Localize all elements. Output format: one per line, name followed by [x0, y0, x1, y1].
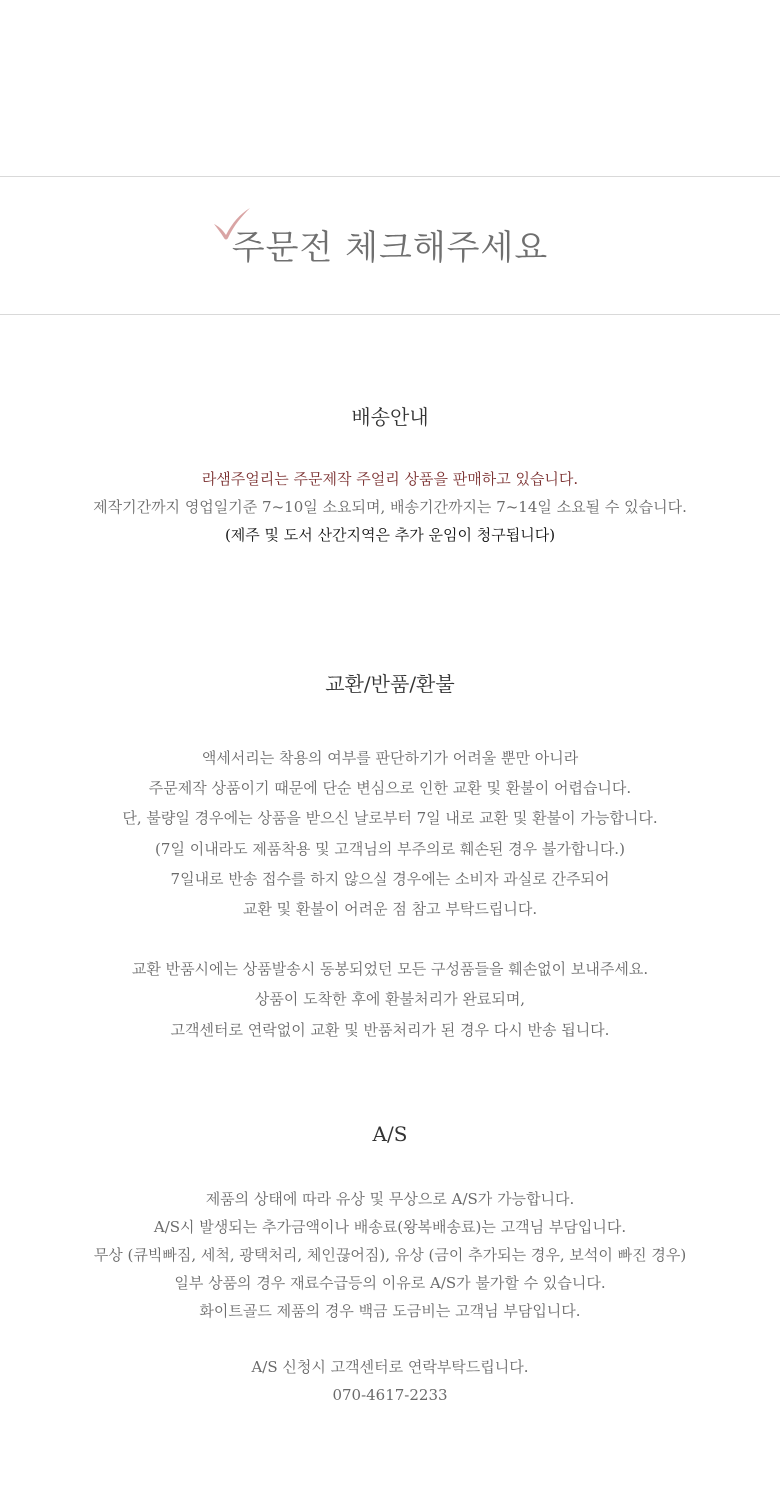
- as-section: [0, 1119, 780, 1409]
- shipping-line: 라샘주얼리는 주문제작 주얼리 상품을 판매하고 있습니다.: [201, 470, 579, 488]
- exchange-title: 교환/반품/환불: [325, 672, 455, 696]
- bottom-divider: [0, 314, 780, 315]
- top-divider: [0, 176, 780, 177]
- shipping-title: 배송안내: [351, 405, 429, 429]
- shipping-line: (제주 및 도서 산간지역은 추가 운임이 청구됩니다): [224, 526, 556, 544]
- exchange-paragraph-1: [0, 743, 780, 924]
- exchange-line: 액세서리는 착용의 여부를 판단하기가 어려울 뿐만 아니라: [201, 749, 579, 767]
- exchange-line: 고객센터로 연락없이 교환 및 반품처리가 된 경우 다시 반송 됩니다.: [170, 1020, 610, 1039]
- as-line: A/S시 발생되는 추가금액이나 배송료(왕복배송료)는 고객님 부담입니다.: [153, 1218, 627, 1236]
- exchange-line: 주문제작 상품이기 때문에 단순 변심으로 인한 교환 및 환불이 어렵습니다.: [148, 779, 632, 798]
- exchange-line: 교환 반품시에는 상품발송시 동봉되었던 모든 구성품들을 훼손없이 보내주세요.: [131, 960, 649, 979]
- as-title: A/S: [372, 1122, 408, 1146]
- as-line: 화이트골드 제품의 경우 백금 도금비는 고객님 부담입니다.: [199, 1302, 581, 1320]
- as-contact-line: A/S 신청시 고객센터로 연락부탁드립니다.: [251, 1358, 529, 1376]
- exchange-line: 교환 및 환불이 어려운 점 참고 부탁드립니다.: [242, 900, 538, 919]
- as-paragraph-2: [0, 1353, 780, 1409]
- page-title: 주문전 체크해주세요: [231, 228, 549, 268]
- as-line: 제품의 상태에 따라 유상 및 무상으로 A/S가 가능합니다.: [205, 1190, 575, 1208]
- as-line: 일부 상품의 경우 재료수급등의 이유로 A/S가 불가할 수 있습니다.: [174, 1274, 606, 1292]
- shipping-info-section: [0, 402, 780, 549]
- exchange-line: (7일 이내라도 제품착용 및 고객님의 부주의로 훼손된 경우 불가합니다.): [155, 839, 625, 858]
- phone-number: 070-4617-2233: [332, 1386, 448, 1404]
- as-paragraph-1: [0, 1185, 780, 1325]
- exchange-line: 단, 불량일 경우에는 상품을 받으신 날로부터 7일 내로 교환 및 환불이 가능합니다.: [122, 809, 658, 828]
- shipping-line: 제작기간까지 영업일기준 7~10일 소요되며, 배송기간까지는 7~14일 소요될 수 있습니다.: [93, 498, 687, 516]
- exchange-paragraph-2: [0, 954, 780, 1045]
- exchange-line: 상품이 도착한 후에 환불처리가 완료되며,: [254, 990, 526, 1009]
- shipping-paragraph: [0, 465, 780, 549]
- exchange-refund-section: [0, 669, 780, 1045]
- as-line: 무상 (큐빅빠짐, 세척, 광택처리, 체인끊어짐), 유상 (금이 추가되는 경우, 보석이 빠진 경우): [93, 1246, 687, 1264]
- exchange-line: 7일내로 반송 접수를 하지 않으실 경우에는 소비자 과실로 간주되어: [170, 869, 610, 888]
